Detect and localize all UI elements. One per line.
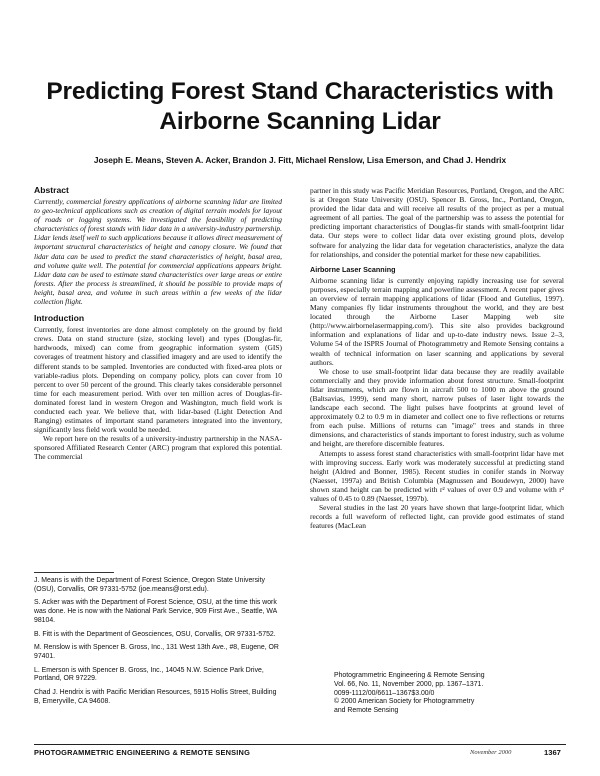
title-line-1: Predicting Forest Stand Characteristics with xyxy=(46,78,554,105)
left-column xyxy=(34,185,282,462)
right-column-continuation: partner in this study was Pacific Meridian Resources, Portland, Oregon, and the ARC is at Oregon State University (OSU). Spencer B. Gross, Inc., Portland, Oregon, provided the lidar data and will receive all results of the project as per a mutual agreement of all parties. The goal of the partnership was to assess the potential for predicting important characteristics of Douglas-fir stands with small-footprint lidar data. Our steps were to collect lidar data over existing ground plots, develop software for analyzing the lidar data for vegetation characteristics, analyze the data for relationships, and consider the potential market for these new capabilities. xyxy=(310,186,564,259)
als-para-1: Airborne scanning lidar is currently enjoying rapidly increasing use for several purposes, especially terrain mapping and powerline assessment. A recent paper gives an overview of terrain mapping applications of lidar (Flood and Gutelius, 1997). Many companies fly lidar instruments throughout the world, and they are best located through the Airborne Laser Mapping web site (http://www.airbornelasermapping.com/). This site also provides background information and explanations of lidar and up-to-date industry news. Issue 2–3, Volume 54 of the ISPRS Journal of Photogrammetry and Remote Sensing contains a wealth of technical information on laser scanning and applications by several authors. xyxy=(310,275,564,367)
footnote-item: J. Means is with the Department of Forest Science, Oregon State University (OSU), Corvallis, OR 97331-5752 (joe.means@orst.edu). xyxy=(34,577,265,593)
publication-info xyxy=(334,672,564,716)
als-para-3: Attempts to assess forest stand characteristics with small-footprint lidar have met with improving success. Early work was moderately successful at predicting stand height (Aldred and Bonner, 1985). Recent studies in conifer stands in Norway (Naesset, 1997a) and British Columbia (Magnussen and Boudewyn, 2000) have shown stand height can be predicted with r² values of over 0.9 and volume with r² values of 0.45 to 0.89 (Naesset, 1997b). xyxy=(310,448,564,503)
footer-journal-name: PHOTOGRAMMETRIC ENGINEERING & REMOTE SENSING xyxy=(34,748,251,757)
title-line-2: Airborne Scanning Lidar xyxy=(159,108,441,135)
airborne-laser-scanning-section xyxy=(310,265,564,531)
introduction-section xyxy=(34,313,282,461)
paper-title xyxy=(40,77,560,137)
introduction-para-1: Currently, forest inventories are done almost completely on the ground by field crews. Data on stand structure (size, stocking level) and types (Douglas-fir, hardwoods, mixed) can come from geographic information system (GIS) coverages of treatment history and classified imagery and are used to identify the different stands to be sampled. Inventories are conducted with fixed-area plots or variable-radius plots. Depending on company policy, plots can cover from 10 percent to over 50 percent of the ground. This clearly takes considerable personnel time for each measurement period. With over ten million acres of Douglas-fir-dominated forest land in western Oregon and Washington, much field work is conducted each year. We believe that, with lidar-based (Light Detection And Ranging) estimates of important stand parameters integrated into the inventory, significantly less field work would be needed. xyxy=(34,325,282,435)
footnote-item: S. Acker was with the Department of Forest Science, OSU, at the time this work was done. He is now with the National Park Service, 909 First Ave., Seattle, WA 98104. xyxy=(34,599,277,624)
page-number: 1367 xyxy=(544,748,561,757)
footnote-item: B. Fitt is with the Department of Geosciences, OSU, Corvallis, OR 97331-5752. xyxy=(34,630,276,638)
pubinfo-copyright: © 2000 American Society for Photogrammetry xyxy=(334,698,475,706)
als-para-4: Several studies in the last 20 years have shown that large-footprint lidar, which records a full waveform of reflected light, can provide good estimates of stand features (MacLean xyxy=(310,503,564,531)
als-para-2: We chose to use small-footprint lidar data because they are readily available commercially and they provide information about forest structure. Small-footprint lidar instruments, which are flown in aircraft 500 to 1000 m above the ground (Baltsavias, 1999), send many short, narrow pulses of laser light towards the landscape each second. The light pulses have footprints at ground level of approximately 0.2 to 0.9 m in diameter and collect one to five reflections or returns from each pulse. Millions of returns can "image" trees and stands in three dimensions, and characteristics of stands important to forest industry, such as volume and height, are therefore discernible features. xyxy=(310,366,564,449)
abstract-heading: Abstract xyxy=(34,185,69,195)
footer-divider xyxy=(34,744,566,745)
footnote-item: Chad J. Hendrix is with Pacific Meridian Resources, 5915 Hollis Street, Building B, Emeryville, CA 94608. xyxy=(34,689,277,705)
introduction-para-2: We report here on the results of a university-industry partnership in the NASA-sponsored Affiliated Research Center (ARC) program that explored this potential. The commercial xyxy=(34,434,282,462)
footnote-item: L. Emerson is with Spencer B. Gross, Inc., 14045 N.W. Science Park Drive, Portland, OR 97229. xyxy=(34,666,264,683)
footer-date: November 2000 xyxy=(470,749,512,756)
pubinfo-code: 0099-1112/00/6611–1367$3.00/0 xyxy=(334,689,435,697)
footnote-rule xyxy=(34,572,114,573)
footnote-item: M. Renslow is with Spencer B. Gross, Inc., 131 West 13th Ave., #8, Eugene, OR 97401. xyxy=(34,644,279,660)
pubinfo-journal: Photogrammetric Engineering & Remote Sensing xyxy=(334,672,485,679)
pubinfo-copyright-cont: and Remote Sensing xyxy=(334,707,399,715)
introduction-heading: Introduction xyxy=(34,313,85,324)
abstract-section xyxy=(34,185,282,306)
author-footnotes xyxy=(34,572,282,711)
als-heading: Airborne Laser Scanning xyxy=(310,264,396,274)
right-column xyxy=(310,186,564,530)
pubinfo-volume: Vol. 66, No. 11, November 2000, pp. 1367–1371. xyxy=(334,680,484,688)
abstract-text: Currently, commercial forestry applications of airborne scanning lidar are limited to geo-technical applications such as creation of digital terrain models for layout of roads or logging systems. We investigated the feasibility of predicting characteristics of forest stands with lidar data in a university-industry partnership. Lidar lends itself well to such applications because it allows direct measurement of important structural characteristics of height and canopy closure. We found that lidar data can be used to predict the stand characteristics of height, basal area, and volume quite well. The potential for commercial applications appears bright. Lidar data can be used to estimate stand characteristics over large areas or entire forests. After the process is streamlined, it should be possible to provide maps of height, basal area, and volume in such areas within a few weeks of the lidar collection flight. xyxy=(34,197,282,307)
author-list: Joseph E. Means, Steven A. Acker, Brandon J. Fitt, Michael Renslow, Lisa Emerson, and Chad J. Hendrix xyxy=(93,155,507,165)
